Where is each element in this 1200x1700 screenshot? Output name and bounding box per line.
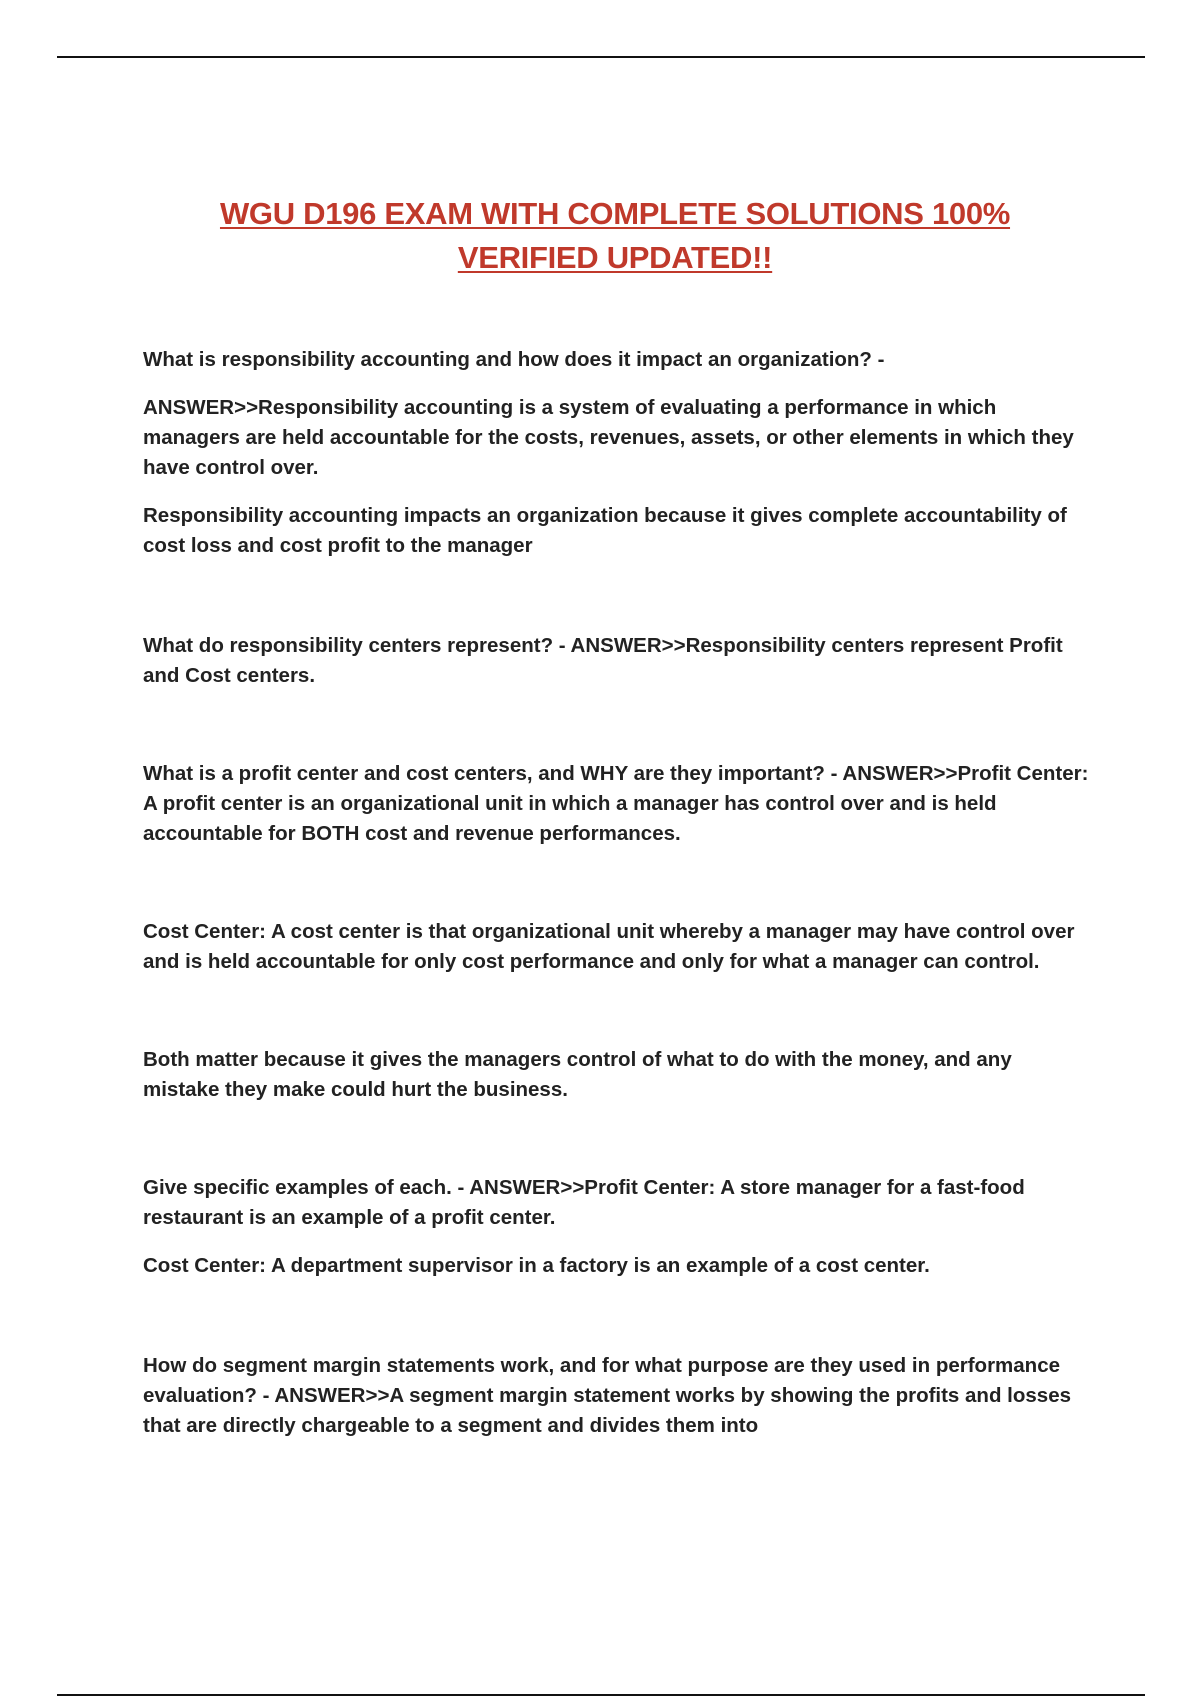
title-line-2: VERIFIED UPDATED!!: [457, 240, 773, 275]
top-divider: [57, 56, 1145, 58]
title-line-1: WGU D196 EXAM WITH COMPLETE SOLUTIONS 100%: [219, 196, 1011, 231]
document-body: [143, 345, 1093, 1441]
question-3: What is a profit center and cost centers, and WHY are they important? - ANSWER>>Profit Center: A profit center is an organizational unit in which a manager has control over and is held accountable for BOTH cost and revenue performances.: [143, 762, 1089, 845]
cost-center-example: Cost Center: A department supervisor in a factory is an example of a cost center.: [143, 1254, 930, 1277]
answer-1: ANSWER>>Responsibility accounting is a system of evaluating a performance in which managers are held accountable for the costs, revenues, assets, or other elements in which they have control over.: [143, 396, 1074, 479]
question-5: How do segment margin statements work, and for what purpose are they used in performance evaluation? - ANSWER>>A segment margin statement works by showing the profits and losses that are directly chargeable to a segment and divides them into: [143, 1354, 1071, 1437]
answer-1-impact: Responsibility accounting impacts an organization because it gives complete accountability of cost loss and cost profit to the manager: [143, 504, 1067, 557]
question-2: What do responsibility centers represent? - ANSWER>>Responsibility centers represent Profit and Cost centers.: [143, 634, 1063, 687]
question-4: Give specific examples of each. - ANSWER>>Profit Center: A store manager for a fast-food restaurant is an example of a profit center.: [143, 1176, 1025, 1229]
cost-center-definition: Cost Center: A cost center is that organizational unit whereby a manager may have control over and is held accountable for only cost performance and only for what a manager can control.: [143, 920, 1075, 973]
both-matter-paragraph: Both matter because it gives the managers control of what to do with the money, and any mistake they make could hurt the business.: [143, 1048, 1012, 1101]
document-title: [120, 192, 1110, 280]
question-1: What is responsibility accounting and how does it impact an organization? -: [143, 348, 885, 371]
bottom-divider: [57, 1694, 1145, 1696]
